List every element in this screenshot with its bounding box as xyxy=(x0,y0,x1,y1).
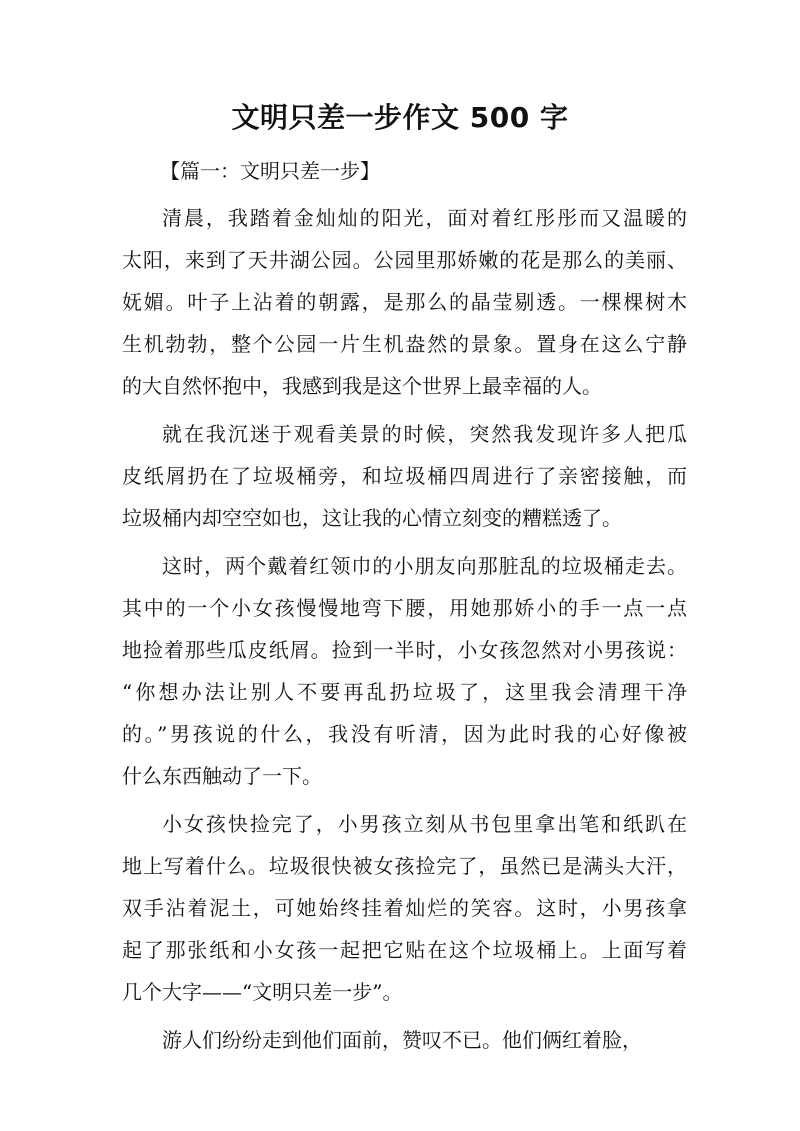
text-line: 就在我沉迷于观看美景的时候，突然我发现许多人把瓜 xyxy=(162,422,687,446)
text-line: 皮纸屑扔在了垃圾桶旁，和垃圾桶四周进行了亲密接触，而 xyxy=(122,464,687,488)
text-line: 什么东西触动了一下。 xyxy=(122,764,322,788)
paragraph-2 xyxy=(122,413,687,539)
text-line: “你想办法让别人不要再乱扔垃圾了，这里我会清理干净 xyxy=(122,680,687,704)
text-line: 其中的一个小女孩慢慢地弯下腰，用她那娇小的手一点一点 xyxy=(122,596,687,620)
text-line: 妩媚。叶子上沾着的朝露，是那么的晶莹剔透。一棵棵树木 xyxy=(122,290,687,314)
text-line: 游人们纷纷走到他们面前，赞叹不已。他们俩红着脸， xyxy=(162,1028,642,1052)
document-title: 文明只差一步作文 500 字 xyxy=(231,101,569,134)
text-line: 的大自然怀抱中，我感到我是这个世界上最幸福的人。 xyxy=(122,374,602,398)
paragraph-3 xyxy=(122,545,687,797)
text-line: 的。”男孩说的什么，我没有听清，因为此时我的心好像被 xyxy=(122,722,687,746)
text-line: 几个大字——“文明只差一步”。 xyxy=(122,980,403,1004)
text-line: 双手沾着泥土，可她始终挂着灿烂的笑容。这时，小男孩拿 xyxy=(122,896,687,920)
text-line: 小女孩快捡完了，小男孩立刻从书包里拿出笔和纸趴在 xyxy=(162,812,687,836)
section-heading: 【篇一：文明只差一步】 xyxy=(160,159,380,183)
paragraph-4 xyxy=(122,803,687,1013)
text-line: 垃圾桶内却空空如也，这让我的心情立刻变的糟糕透了。 xyxy=(122,506,622,530)
text-line: 太阳，来到了天井湖公园。公园里那娇嫩的花是那么的美丽、 xyxy=(122,248,687,272)
paragraph-1 xyxy=(122,197,687,407)
text-line: 地捡着那些瓜皮纸屑。捡到一半时，小女孩忽然对小男孩说： xyxy=(122,638,687,662)
text-line: 清晨，我踏着金灿灿的阳光，面对着红彤彤而又温暖的 xyxy=(162,206,687,230)
text-line: 起了那张纸和小女孩一起把它贴在这个垃圾桶上。上面写着 xyxy=(122,938,687,962)
document-body xyxy=(122,150,687,1067)
text-line: 生机勃勃，整个公园一片生机盎然的景象。置身在这么宁静 xyxy=(122,332,687,356)
paragraph-5 xyxy=(122,1019,687,1061)
text-line: 地上写着什么。垃圾很快被女孩捡完了，虽然已是满头大汗， xyxy=(122,854,687,878)
text-line: 这时，两个戴着红领巾的小朋友向那脏乱的垃圾桶走去。 xyxy=(162,554,687,578)
